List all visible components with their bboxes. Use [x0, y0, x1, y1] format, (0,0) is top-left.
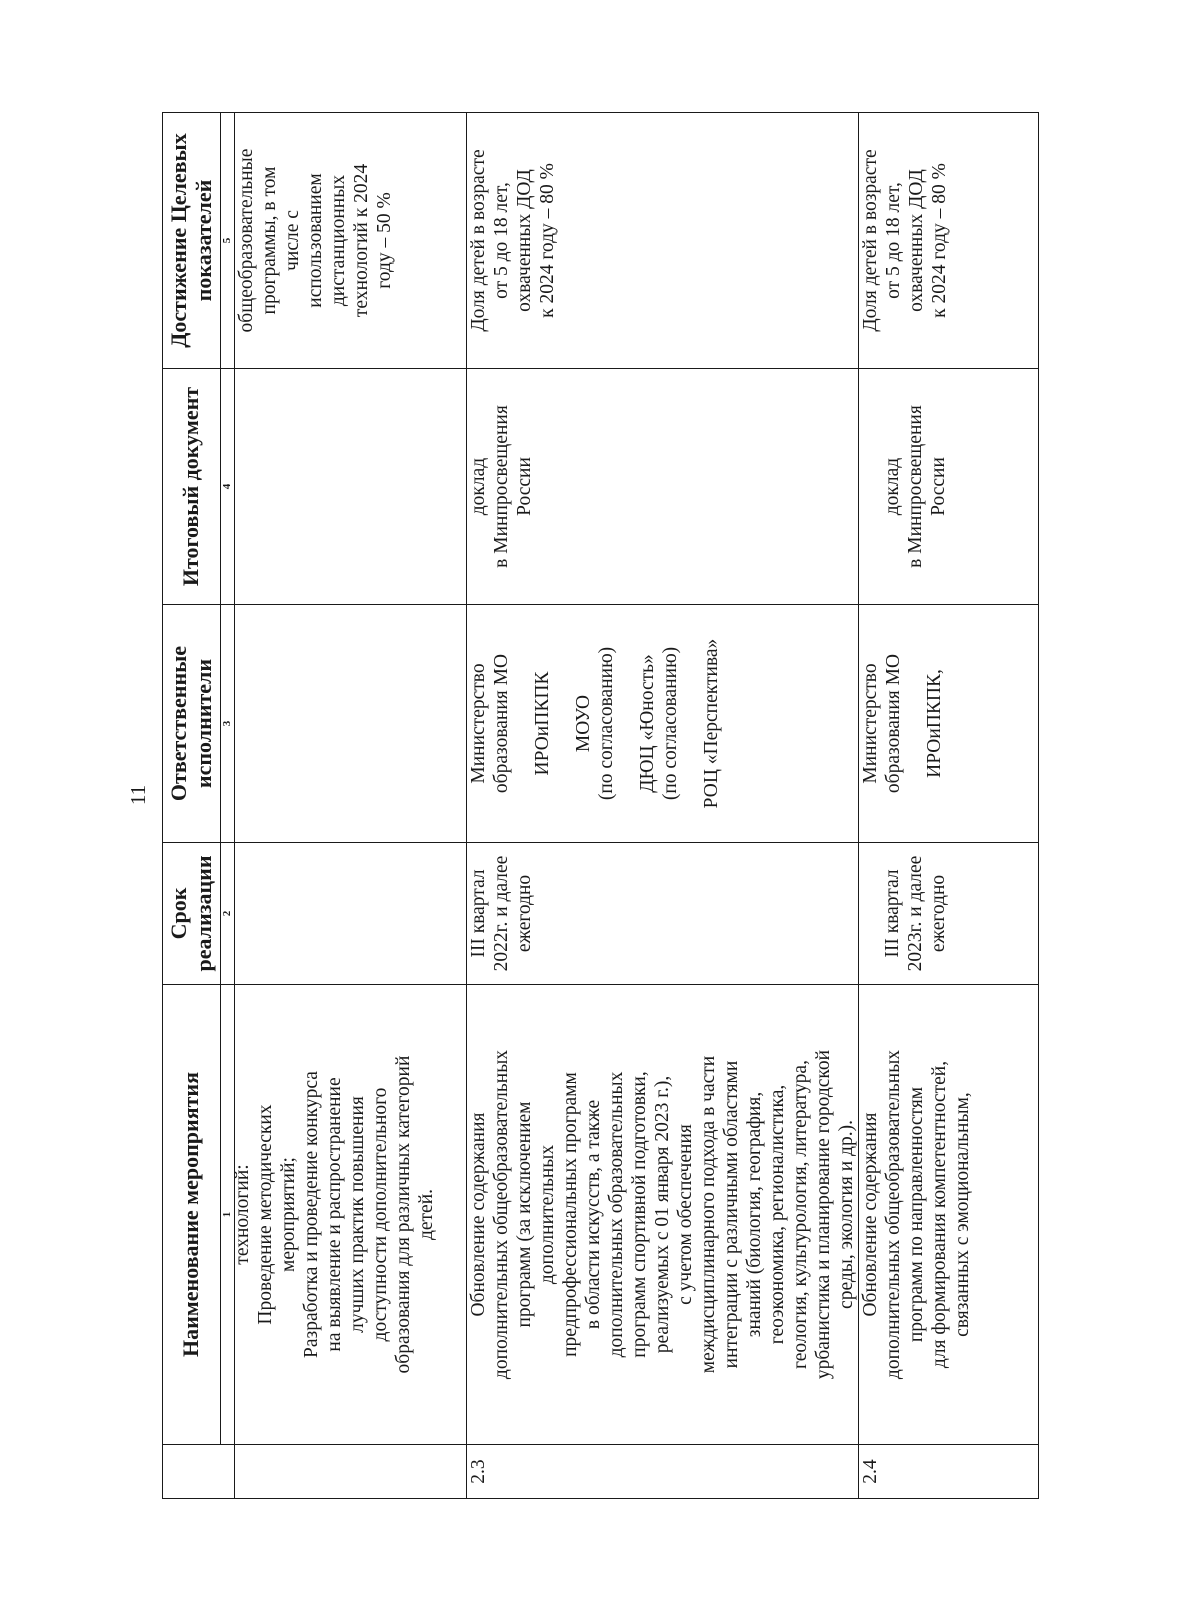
text-line: интеграции с различными областями [721, 1060, 742, 1369]
text-line: дистанционных [328, 174, 349, 307]
header-executors: Ответственные исполнители [163, 605, 221, 843]
row-number [235, 1445, 467, 1499]
column-number: 2 [221, 843, 235, 985]
activity-name-cell [232, 985, 467, 1445]
text-line: России [928, 457, 949, 516]
text-line: МОУО [573, 694, 594, 753]
term-cell [235, 843, 467, 985]
text-line: (по согласованию) [596, 646, 617, 801]
text-line: Доля детей в возрасте [860, 149, 881, 332]
text-line: ИРОиПКПК, [924, 669, 945, 778]
rotated-table-wrapper [162, 113, 973, 1499]
line-spacer [682, 609, 700, 838]
column-number: 4 [221, 369, 235, 605]
text-line: от 5 до 18 лет, [883, 182, 904, 299]
text-line: от 5 до 18 лет, [491, 182, 512, 299]
header-targets: Достижение Целевых показателей [163, 113, 221, 369]
text-line: детей. [416, 1188, 437, 1241]
targets-text [467, 117, 559, 364]
text-line: дополнительных образовательных [606, 1071, 627, 1358]
text-line: Доля детей в возрасте [468, 149, 489, 332]
text-line: лучших практик повышения [347, 1096, 368, 1333]
text-line: Обновление содержания [468, 1112, 489, 1317]
text-line: дополнительных общеобразовательных [883, 1049, 904, 1380]
document-cell [235, 369, 467, 605]
term-cell [859, 843, 1039, 985]
activity-name-text [859, 989, 974, 1440]
document-text [859, 373, 950, 600]
text-line: Проведение методических [255, 1104, 276, 1325]
column-number: 3 [221, 605, 235, 843]
executors-cell [467, 605, 859, 843]
header-number [163, 1445, 235, 1499]
text-line: ИРОиПКПК [532, 671, 553, 776]
text-line: с учетом обеспечения [675, 1124, 696, 1305]
text-line: в Минпросвещения [905, 405, 926, 568]
text-line: РОЦ «Перспектива» [701, 638, 722, 809]
targets-text [235, 117, 396, 364]
header-activity-name: Наименование мероприятия [163, 985, 221, 1445]
activity-name-text [467, 989, 858, 1440]
text-line: междисциплинарного подхода в части [698, 1055, 719, 1374]
column-number: 5 [221, 113, 235, 369]
text-line: программ по направленностям [906, 1086, 927, 1343]
text-line: охваченных ДОД [906, 169, 927, 312]
term-text [467, 847, 536, 980]
text-line: на выявление и распространение [324, 1077, 345, 1352]
text-line: программы, в том [259, 166, 280, 315]
text-line: в области искусств, а также [583, 1099, 604, 1330]
executors-cell [859, 605, 1039, 843]
page-number: 11 [126, 784, 150, 806]
targets-text [859, 117, 951, 364]
targets-cell [859, 113, 1039, 369]
text-line: III квартал [468, 869, 489, 958]
document-text [467, 373, 536, 600]
action-plan-table [162, 112, 1039, 1499]
table-row [467, 113, 859, 1499]
line-spacer [513, 609, 531, 838]
text-line: образования МО [883, 653, 904, 794]
activity-name-text [231, 989, 438, 1440]
line-spacer [905, 609, 923, 838]
executors-text [467, 609, 723, 838]
term-cell [467, 843, 859, 985]
text-line: технологий: [232, 1164, 253, 1265]
line-spacer [618, 609, 636, 838]
table-row [859, 113, 1039, 1499]
executors-cell [235, 605, 467, 843]
header-final-document: Итоговый документ [163, 369, 221, 605]
text-line: 2022г. и далее [491, 855, 512, 972]
targets-cell [467, 113, 859, 369]
text-line: Министерство [468, 663, 489, 784]
text-line: ДЮЦ «Юность» [637, 654, 658, 793]
text-line: общеобразовательные [236, 148, 257, 333]
row-number: 2.3 [467, 1445, 859, 1499]
text-line: программ спортивной подготовки, [629, 1071, 650, 1358]
row-number: 2.4 [859, 1445, 1039, 1499]
column-number: 1 [221, 985, 235, 1445]
text-line: 2023г. и далее [905, 855, 926, 972]
text-line: Разработка и проведение конкурса [301, 1071, 322, 1358]
text-line: доклад [882, 457, 903, 516]
text-line: реализуемых с 01 января 2023 г.), [652, 1075, 673, 1354]
text-line: программ (за исключением [514, 1101, 535, 1328]
header-term: Срок реализации [163, 843, 221, 985]
text-line: урбанистика и планирование городской [813, 1049, 834, 1380]
text-line: геология, культурология, литература, [790, 1060, 811, 1369]
text-line: доступности дополнительного [370, 1087, 391, 1342]
text-line: образования МО [491, 653, 512, 794]
text-line: охваченных ДОД [514, 169, 535, 312]
text-line: ежегодно [928, 874, 949, 953]
text-line: образования для различных категорий [393, 1055, 414, 1374]
document-cell [467, 369, 859, 605]
text-line: технологий к 2024 [351, 163, 372, 318]
table-row [235, 113, 467, 1499]
text-line: к 2024 году – 80 % [537, 163, 558, 318]
text-line: в Минпросвещения [491, 405, 512, 568]
text-line: III квартал [882, 869, 903, 958]
text-line: предпрофессиональных программ [560, 1072, 581, 1357]
text-line: мероприятий; [278, 1157, 299, 1272]
document-cell [859, 369, 1039, 605]
text-line: дополнительных общеобразовательных [491, 1049, 512, 1380]
text-line: использованием [305, 173, 326, 308]
text-line: Обновление содержания [860, 1112, 881, 1317]
text-line: доклад [468, 457, 489, 516]
activity-name-cell [467, 985, 859, 1445]
text-line: ежегодно [514, 874, 535, 953]
targets-cell [235, 113, 467, 369]
text-line: знаний (биология, география, [744, 1091, 765, 1338]
executors-text [859, 609, 946, 838]
text-line: для формирования компетентностей, [929, 1060, 950, 1369]
term-text [859, 847, 950, 980]
text-line: числе с [282, 210, 303, 271]
text-line: России [514, 457, 535, 516]
text-line: Министерство [860, 663, 881, 784]
text-line: (по согласованию) [660, 646, 681, 801]
line-spacer [554, 609, 572, 838]
activity-name-cell [859, 985, 1039, 1445]
text-line: году – 50 % [374, 192, 395, 289]
text-line: среды, экология и др.). [836, 1120, 857, 1309]
text-line: к 2024 году – 80 % [929, 163, 950, 318]
text-line: геоэкономика, регионалистика, [767, 1084, 788, 1345]
text-line: дополнительных [537, 1144, 558, 1285]
table-header-row [163, 113, 221, 1499]
text-line: связанных с эмоциональным, [952, 1092, 973, 1337]
